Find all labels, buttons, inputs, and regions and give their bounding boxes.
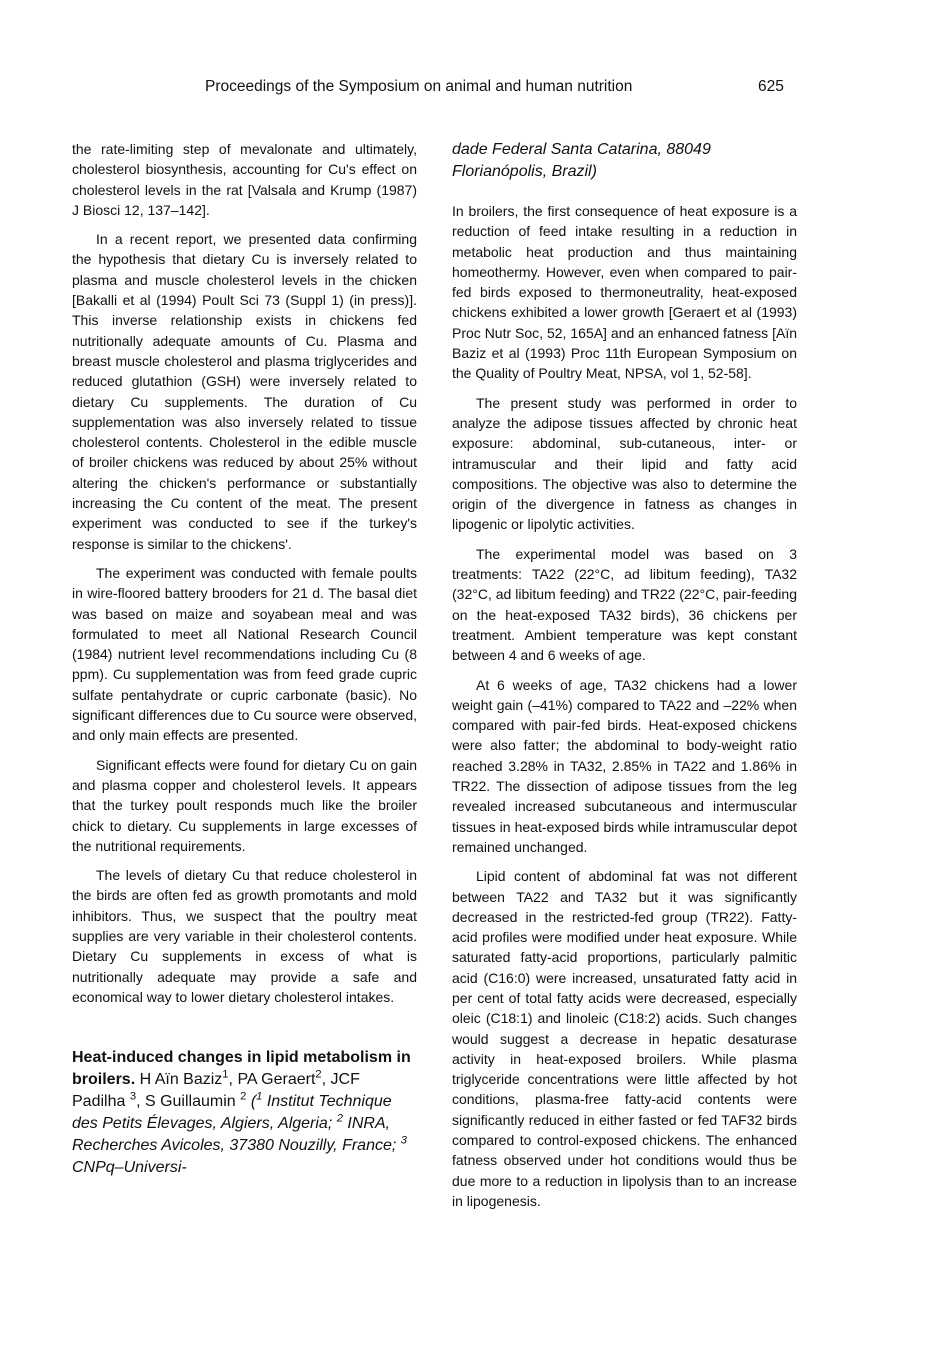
paragraph: Lipid content of abdominal fat was not different between TA22 and TA32 but it was significantly decreased in the restricted-fed group (TR22). Fatty-acid profiles were modified under heat exposure. While saturated fatty-acid proportions, particularly palmitic acid (C16:0) were increased, unsaturated fatty acid in per cent of total fatty acids were decreased, especially oleic (C18:1) and linoleic (C18:2) acids. Such changes would suggest a decrease in hepatic desaturase activity in heat-exposed broilers. While plasma triglyceride concentrations were little affected by hot conditions, plasma-free fatty-acid contents were significantly reduced in either fasted or fed TAF32 birds compared to control-exposed chickens. The enhanced fatness observed under hot conditions would thus be due more to a reduction in lipolysis than to an increase in lipogenesis. [452, 868, 797, 1209]
paragraph: The experiment was conducted with female poults in wire-floored battery brooders for 21 d. The basal diet was based on maize and soyabean meal and was formulated to meet all National Research Council (1984) nutrient level recommendations including Cu (8 ppm). Cu supplementation was from feed grade cupric sulfate pentahydrate or cupric carbonate (basic). No significant differences due to Cu source were observed, and only main effects are presented. [72, 564, 417, 744]
paragraph: The experimental model was based on 3 treatments: TA22 (22°C, ad libitum feeding), TA32 (32°C, ad libitum feeding) and TR22 (22°C, pair-feeding on the heat-exposed TA32 birds), 36 chickens per treatment. Ambient temperature was kept constant between 4 and 6 weeks of age. [452, 545, 797, 664]
running-title: Proceedings of the Symposium on animal and human nutrition [205, 78, 633, 95]
page-number: 625 [758, 78, 784, 95]
paragraph: In broilers, the first consequence of heat exposure is a reduction of feed intake resulting in a reduction in metabolic heat production and thus maintaining homeothermy. However, even when compared to pair-fed birds exposed to thermoneutrality, heat-exposed chickens exhibited a lower growth [Geraert et al (1993) Proc Nutr Soc, 52, 165A] and an enhanced fatness [Aïn Baziz et al (1993) Proc 11th European Symposium on the Quality of Poultry Meat, NPSA, vol 1, 52-58]. [452, 203, 797, 382]
author: PA Geraert$^2$, [237, 1068, 327, 1089]
right-column [452, 139, 797, 1220]
paragraph: At 6 weeks of age, TA32 chickens had a lower weight gain (–41%) compared to TA22 and –22% when compared with pair-fed birds. Heat-exposed chickens were also fatter; the abdominal to body-weight ratio reached 3.28% in TA32, 2.85% in TA22 and 1.86% in TR22. The dissection of adipose tissues from the leg revealed increased subcutaneous and intermuscular tissues in heat-exposed birds while intramuscular depot remained unchanged. [452, 676, 797, 855]
paragraph: In a recent report, we presented data confirming the hypothesis that dietary Cu is inversely related to plasma and muscle cholesterol levels in the chicken [Bakalli et al (1994) Poult Sci 73 (Suppl 1) (in press)]. This inverse relationship exists in chickens fed nutritionally adequate amounts of Cu. Plasma and breast muscle cholesterol and plasma triglycerides and reduced glutathion (GSH) were inversely related to dietary Cu supplements. The duration of Cu supplementation was also inversely related to tissue cholesterol contents. Cholesterol in the edible muscle of broiler chickens was reduced by about 25% without altering the chicken's performance or substantially increasing the Cu content of the meat. The present experiment was conducted to see if the turkey's response is similar to the chickens'. [72, 231, 417, 552]
abstract-heading [72, 1047, 417, 1179]
affiliations: ($^1$ Institut Technique des Petits Élevages, Algiers, Algeria; $^2$ INRA, Recherches Avicoles, 37380 Nouzilly, France; $^3$ CNPq–Universi- [72, 1090, 407, 1177]
author: H Aïn Baziz$^1$, [139, 1068, 233, 1089]
left-column [72, 139, 417, 1179]
author: JCF Padilha $^3$, [72, 1071, 360, 1111]
paragraph: The levels of dietary Cu that reduce cholesterol in the birds are often fed as growth promotants and mold inhibitors. Thus, we suspect that the poultry meat supplies are very variable in their cholesterol contents. Dietary Cu supplements in excess of what is nutritionally adequate may provide a safe and economical way to lower dietary cholesterol intakes. [72, 867, 417, 1005]
author: S Guillaumin $^2$ [144, 1090, 247, 1111]
affiliation-continued: dade Federal Santa Catarina, 88049 Florianópolis, Brazil) [452, 141, 711, 180]
paragraph: Significant effects were found for dietary Cu on gain and plasma copper and cholesterol levels. It appears that the turkey poult responds much like the broiler chick to dietary. Cu supplements in large excesses of the nutritional requirements. [72, 756, 417, 854]
page-header [0, 78, 930, 100]
paragraph: the rate-limiting step of mevalonate and ultimately, cholesterol biosynthesis, accounting for Cu's effect on cholesterol levels in the rat [Valsala and Krump (1987) J Biosci 12, 137–142]. [72, 141, 417, 218]
paragraph: The present study was performed in order to analyze the adipose tissues affected by chronic heat exposure: abdominal, sub-cutaneous, inter- or intramuscular and their lipid and fatty acid compositions. The objective was also to determine the origin of the divergence in fatness as changes in lipogenic or lipolytic activities. [452, 394, 797, 533]
abstract-title: Heat-induced changes in lipid metabolism in broilers. [72, 1049, 411, 1089]
